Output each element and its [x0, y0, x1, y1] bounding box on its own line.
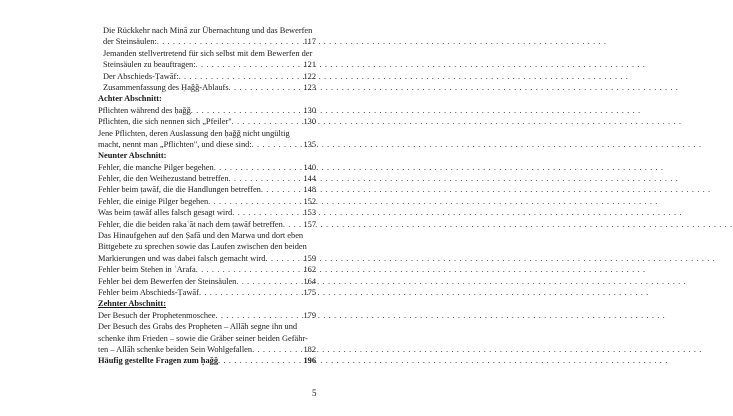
toc-entry — [98, 139, 316, 150]
toc-entry-page: 196 — [303, 356, 316, 366]
toc-entry — [98, 219, 316, 230]
toc-entry-page: 135 — [303, 139, 316, 149]
toc-entry — [98, 150, 316, 161]
toc-leader-dots — [252, 344, 302, 355]
toc-entry — [98, 36, 316, 47]
toc-entry-title: ten – Allāh schenke beiden Sein Wohlgefallen — [98, 344, 253, 354]
toc-entry-title: Fehler beim Abschieds-Ṭawāf — [98, 287, 199, 297]
toc-leader-dots — [252, 139, 303, 150]
toc-entry — [98, 25, 316, 36]
toc-leader-dots — [196, 59, 303, 70]
toc-entry — [98, 116, 316, 127]
toc-entry-title: Achter Abschnitt: — [98, 94, 162, 104]
toc-leader-dots — [179, 71, 303, 82]
toc-entry — [98, 287, 316, 298]
toc-entry-page: 140 — [303, 162, 316, 172]
toc-leader-dots — [283, 219, 303, 230]
toc-entry-page: 122 — [303, 71, 316, 81]
toc-entry — [98, 253, 316, 264]
toc-entry — [98, 264, 316, 275]
toc-entry-title: Was beim ṭawāf alles falsch gesagt wird — [98, 208, 233, 218]
toc-entry-page: 153 — [303, 208, 316, 218]
toc-entry-title: Zehnter Abschnitt: — [98, 299, 167, 309]
toc-entry-title: Neunter Abschnitt: — [98, 151, 167, 161]
toc-entry — [98, 48, 316, 59]
page-number: 5 — [312, 388, 317, 398]
toc-entry — [98, 344, 316, 355]
toc-entry-title: der Steinsäulen: — [103, 37, 157, 47]
toc-leader-dots — [232, 116, 303, 127]
toc-entry-page: 152 — [303, 196, 316, 206]
toc-leader-dots — [157, 36, 303, 47]
toc-entry-title: Fehler, die den Weihezustand betreffen — [98, 174, 229, 184]
toc-entry-title: macht, nennt man „Pflichten", und diese sind: — [98, 139, 252, 149]
toc-leader-dots — [229, 82, 303, 93]
toc-entry-page: 148 — [303, 185, 316, 195]
toc-leader-dots — [236, 276, 302, 287]
toc-entry — [98, 241, 316, 252]
toc-entry — [98, 162, 316, 173]
toc-entry — [98, 207, 316, 218]
toc-leader-dots — [218, 355, 302, 366]
toc-entry-title: Jemanden stellvertretend für sich selbst mit dem Bewerfen der — [103, 48, 313, 58]
toc-entry-title: Das Hinaufgehen auf den Ṣafā und den Marwa und dort eben — [98, 231, 304, 241]
toc-entry-page: 164 — [303, 276, 316, 286]
toc-leader-dots — [261, 184, 303, 195]
toc-entry — [98, 333, 316, 344]
toc-entry-title: Pflichten während des ḥaǧǧ — [98, 105, 191, 115]
toc-entry — [98, 230, 316, 241]
toc-leader-dots — [196, 264, 303, 275]
toc-leader-dots — [229, 173, 303, 184]
toc-entry-title: Fehler, die einige Pilger begehen — [98, 196, 209, 206]
toc-entry-title: Der Besuch des Grabs des Propheten – Allāh segne ihn und — [98, 322, 298, 332]
toc-entry-title: Die Rückkehr nach Minā zur Übernachtung und das Bewerfen — [103, 26, 313, 35]
toc-leader-dots — [215, 310, 302, 321]
toc-entry — [98, 59, 316, 70]
toc-entry-title: Bittgebete zu sprechen sowie das Laufen zwischen den beiden — [98, 242, 307, 252]
toc-leader-dots — [191, 105, 303, 116]
toc-entry — [98, 82, 316, 93]
toc-entry — [98, 93, 316, 104]
table-of-contents — [98, 25, 316, 367]
toc-entry-title: Fehler beim ṭawāf, die die Handlungen betreffen — [98, 185, 261, 195]
toc-entry — [98, 298, 316, 309]
toc-entry-title: schenke ihm Frieden – sowie die Gräber seiner beiden Gefähr- — [98, 333, 308, 343]
toc-entry — [98, 173, 316, 184]
toc-entry — [98, 276, 316, 287]
toc-entry-page: 144 — [303, 174, 316, 184]
toc-entry-title: Fehler bei dem Bewerfen der Steinsäulen — [98, 276, 237, 286]
toc-entry — [98, 105, 316, 116]
toc-entry — [98, 321, 316, 332]
toc-leader-dots — [265, 253, 302, 264]
toc-entry-page: 182 — [303, 344, 316, 354]
toc-entry — [98, 310, 316, 321]
toc-entry-title: Steinsäulen zu beauftragen: — [103, 60, 196, 70]
toc-entry-page: 159 — [303, 253, 316, 263]
toc-entry-title: Der Besuch der Prophetenmoschee — [98, 310, 216, 320]
toc-entry-title: Markierungen und was dabei falsch gemacht wird — [98, 253, 266, 263]
toc-entry-page: 175 — [303, 287, 316, 297]
toc-entry-title: Jene Pflichten, deren Auslassung den ḥaǧǧ nicht ungültig — [98, 128, 290, 138]
toc-leader-dots — [232, 207, 302, 218]
toc-entry-title: Pflichten, die sich nennen sich „Pfeiler" — [98, 117, 232, 127]
toc-leader-dots — [214, 162, 303, 173]
toc-entry — [98, 71, 316, 82]
toc-entry-page: 123 — [303, 82, 316, 92]
toc-leader-dots — [208, 196, 302, 207]
toc-entry — [98, 184, 316, 195]
toc-entry-page: 157 — [303, 219, 316, 229]
toc-entry-title: Der Abschieds-Ṭawāf: — [103, 71, 179, 81]
toc-entry-title: Fehler beim Stehen in ʿArafa — [98, 265, 196, 275]
toc-entry-page: 121 — [303, 60, 316, 70]
toc-leader-dots — [199, 287, 303, 298]
toc-entry-page: 162 — [303, 265, 316, 275]
toc-entry-page: 130 — [303, 105, 316, 115]
toc-entry-title: Fehler, die die beiden rakaʿāt nach dem ṭawāf betreffen — [98, 219, 283, 229]
toc-entry-title: Fehler, die manche Pilger begehen — [98, 162, 214, 172]
toc-entry — [98, 355, 316, 366]
toc-entry-page: 130 — [303, 117, 316, 127]
toc-entry — [98, 128, 316, 139]
toc-entry — [98, 196, 316, 207]
toc-entry-title: Häufig gestellte Fragen zum ḥaǧǧ — [98, 356, 219, 366]
toc-entry-title: Zusammenfassung des Ḥaǧǧ-Ablaufs — [103, 82, 229, 92]
toc-entry-page: 179 — [303, 310, 316, 320]
toc-entry-page: 117 — [303, 37, 316, 47]
